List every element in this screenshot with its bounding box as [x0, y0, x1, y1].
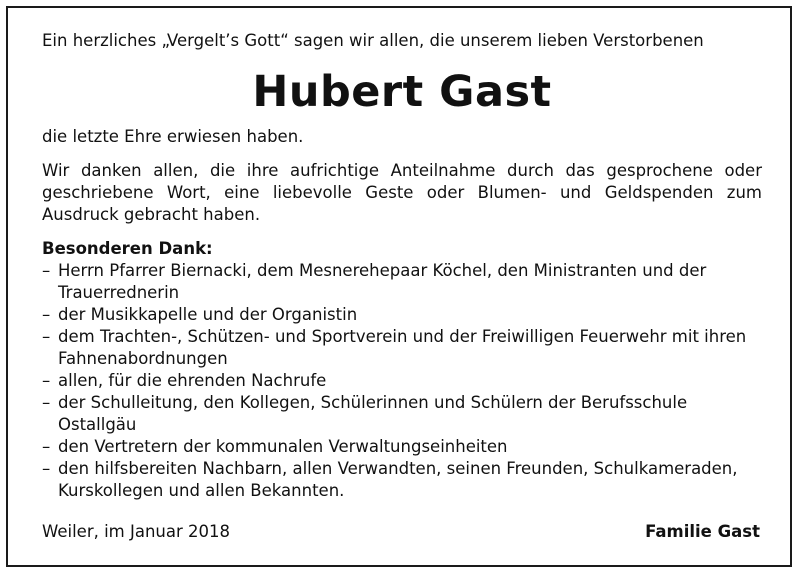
list-item-text: den Vertretern der kommunalen Verwaltungseinheiten — [58, 437, 508, 456]
dash: – — [42, 437, 51, 456]
dash: – — [42, 261, 51, 280]
list-item-text: allen, für die ehrenden Nachrufe — [58, 371, 327, 390]
notice-body — [42, 30, 762, 502]
dash: – — [42, 371, 51, 390]
list-item-text: dem Trachten-, Schützen- und Sportverein und der Freiwilligen Feuerwehr mit ihren Fahnenabordnungen — [58, 327, 747, 368]
thanks-paragraph: Wir danken allen, die ihre aufrichtige Anteilnahme durch das gesprochene oder geschriebene Wort, eine liebevolle Geste oder Blumen- und Geldspenden zum Ausdruck gebracht haben. — [42, 161, 762, 224]
list-item-text: den hilfsbereiten Nachbarn, allen Verwandten, seinen Freunden, Schulkameraden, Kurskollegen und allen Bekannten. — [58, 459, 738, 500]
special-thanks-list — [42, 260, 762, 502]
dash: – — [42, 393, 51, 412]
dash: – — [42, 459, 51, 478]
list-item — [42, 304, 762, 326]
deceased-name: Hubert Gast — [252, 67, 552, 117]
list-item — [42, 458, 762, 502]
dash: – — [42, 327, 51, 346]
list-item — [42, 392, 762, 436]
list-item-text: der Schulleitung, den Kollegen, Schülerinnen und Schülern der Berufsschule Ostallgäu — [58, 393, 688, 434]
family-signature: Familie Gast — [645, 522, 760, 541]
list-item — [42, 260, 762, 304]
dash: – — [42, 305, 51, 324]
list-item-text: der Musikkapelle und der Organistin — [58, 305, 358, 324]
intro-text: Ein herzliches „Vergelt’s Gott“ sagen wir allen, die unserem lieben Verstorbenen — [42, 31, 704, 50]
notice-footer — [42, 521, 760, 543]
place-date: Weiler, im Januar 2018 — [42, 522, 231, 541]
list-item — [42, 370, 762, 392]
after-name-text: die letzte Ehre erwiesen haben. — [42, 127, 304, 146]
list-item — [42, 326, 762, 370]
list-item — [42, 436, 762, 458]
special-thanks-title: Besonderen Dank: — [42, 239, 213, 258]
list-item-text: Herrn Pfarrer Biernacki, dem Mesnerehepaar Köchel, den Ministranten und der Trauerrednerin — [58, 261, 707, 302]
